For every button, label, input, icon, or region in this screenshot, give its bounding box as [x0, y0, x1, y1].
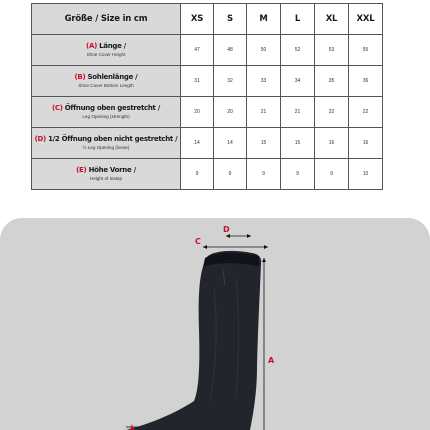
row-subtitle: Shoe Cover Height — [86, 52, 126, 57]
table-row — [32, 159, 383, 190]
row-title: Sohlenlänge / — [87, 73, 138, 81]
row-label-b — [32, 66, 181, 97]
table-cell: 35 — [315, 66, 349, 97]
table-cell: 33 — [247, 66, 281, 97]
row-label-a — [32, 35, 181, 66]
row-code: (E) — [76, 166, 87, 174]
table-cell: 16 — [315, 128, 349, 159]
row-code: (A) — [86, 42, 97, 50]
dimension-c-label: C — [195, 237, 201, 246]
table-cell: 53 — [315, 35, 349, 66]
row-title: Länge / — [99, 42, 126, 50]
table-cell: 32 — [214, 66, 247, 97]
table-cell: 9 — [281, 159, 315, 190]
row-title: Öffnung oben gestretcht / — [64, 104, 160, 112]
table-cell: 16 — [349, 128, 383, 159]
row-subtitle: ½ Leg Opening (loose) — [82, 145, 130, 150]
table-cell: 50 — [247, 35, 281, 66]
table-cell: 48 — [214, 35, 247, 66]
size-label-header: Größe / Size in cm — [32, 4, 181, 35]
size-header-l: L — [281, 4, 315, 35]
row-title: 1/2 Öffnung oben nicht gestretcht / — [48, 135, 178, 143]
table-row — [32, 35, 383, 66]
table-cell: 47 — [181, 35, 214, 66]
table-cell: 22 — [315, 97, 349, 128]
table-cell: 14 — [214, 128, 247, 159]
row-code: (B) — [74, 73, 86, 81]
table-cell: 9 — [181, 159, 214, 190]
table-cell: 20 — [181, 97, 214, 128]
shoe-cover-illustration — [0, 218, 430, 430]
table-row — [32, 66, 383, 97]
table-cell: 21 — [247, 97, 281, 128]
size-table — [31, 3, 383, 190]
table-cell: 52 — [281, 35, 315, 66]
size-header-m: M — [247, 4, 281, 35]
table-header-row — [32, 4, 383, 35]
table-cell: 20 — [214, 97, 247, 128]
table-cell: 9 — [247, 159, 281, 190]
table-cell: 22 — [349, 97, 383, 128]
row-subtitle: Shoe Cover Bottom Length — [78, 83, 134, 88]
size-header-xl: XL — [315, 4, 349, 35]
dimension-d-label: D — [223, 225, 230, 234]
size-header-s: S — [214, 4, 247, 35]
table-cell: 9 — [214, 159, 247, 190]
table-cell: 55 — [349, 35, 383, 66]
row-code: (D) — [34, 135, 46, 143]
row-label-d — [32, 128, 181, 159]
row-label-e — [32, 159, 181, 190]
table-cell: 15 — [281, 128, 315, 159]
table-cell: 14 — [181, 128, 214, 159]
table-row — [32, 97, 383, 128]
table-cell: 31 — [181, 66, 214, 97]
table-cell: 21 — [281, 97, 315, 128]
table-cell: 36 — [349, 66, 383, 97]
table-cell: 15 — [247, 128, 281, 159]
row-label-c — [32, 97, 181, 128]
shoe-cover-body — [126, 251, 261, 430]
size-header-xs: XS — [181, 4, 214, 35]
size-header-xxl: XXL — [349, 4, 383, 35]
dimension-a-arrow — [262, 258, 266, 262]
table-row — [32, 128, 383, 159]
dimension-a-label: A — [268, 356, 275, 365]
row-title: Höhe Vorne / — [88, 166, 136, 174]
table-cell: 10 — [349, 159, 383, 190]
row-code: (C) — [52, 104, 63, 112]
row-subtitle: Height of Instep — [89, 176, 123, 181]
product-figure-panel — [0, 218, 430, 430]
table-cell: 34 — [281, 66, 315, 97]
row-subtitle: Leg Opening (strength) — [82, 114, 130, 119]
table-cell: 9 — [315, 159, 349, 190]
